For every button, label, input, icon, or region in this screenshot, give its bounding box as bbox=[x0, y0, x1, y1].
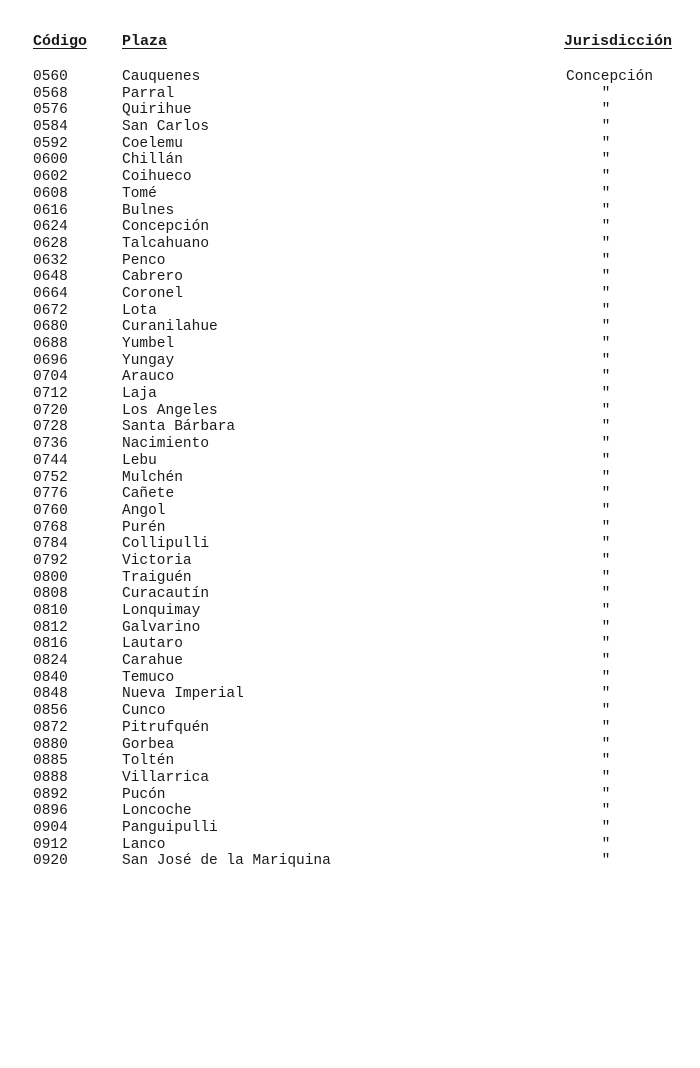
table-row bbox=[0, 186, 700, 203]
ditto-mark: " bbox=[601, 235, 611, 252]
table-row bbox=[0, 653, 700, 670]
table-row bbox=[0, 219, 700, 236]
ditto-mark: " bbox=[601, 436, 611, 453]
cell-plaza: Purén bbox=[122, 519, 166, 536]
cell-codigo: 0680 bbox=[33, 319, 68, 336]
cell-plaza: Villarrica bbox=[122, 769, 210, 786]
cell-codigo: 0812 bbox=[33, 619, 68, 636]
table-row bbox=[0, 670, 700, 687]
table-row bbox=[0, 553, 700, 570]
ditto-mark: " bbox=[601, 736, 611, 753]
table-row bbox=[0, 403, 700, 420]
table-row bbox=[0, 253, 700, 270]
table-row bbox=[0, 737, 700, 754]
ditto-mark: " bbox=[601, 586, 611, 603]
cell-codigo: 0712 bbox=[33, 386, 68, 403]
ditto-mark: " bbox=[601, 152, 611, 169]
table-row bbox=[0, 770, 700, 787]
cell-codigo: 0592 bbox=[33, 135, 68, 152]
header-plaza: Plaza bbox=[122, 33, 168, 50]
cell-jurisdiccion: Concepción bbox=[566, 69, 654, 85]
cell-codigo: 0736 bbox=[33, 436, 68, 453]
cell-plaza: Nacimiento bbox=[122, 436, 210, 453]
ditto-mark: " bbox=[601, 319, 611, 336]
cell-codigo: 0688 bbox=[33, 336, 68, 352]
ditto-mark: " bbox=[601, 285, 611, 302]
table-body bbox=[0, 69, 700, 870]
cell-plaza: Tomé bbox=[122, 185, 157, 202]
cell-codigo: 0792 bbox=[33, 552, 68, 569]
table-row bbox=[0, 69, 700, 86]
cell-plaza: Penco bbox=[122, 252, 166, 269]
table-row bbox=[0, 136, 700, 153]
ditto-mark: " bbox=[601, 836, 611, 853]
cell-codigo: 0810 bbox=[33, 603, 68, 619]
table-row bbox=[0, 419, 700, 436]
table-row bbox=[0, 570, 700, 587]
cell-codigo: 0880 bbox=[33, 736, 68, 753]
ditto-mark: " bbox=[601, 619, 611, 636]
ditto-mark: " bbox=[601, 819, 611, 836]
cell-codigo: 0885 bbox=[33, 753, 68, 770]
ditto-mark: " bbox=[601, 352, 611, 369]
ditto-mark: " bbox=[601, 202, 611, 219]
cell-plaza: Cauquenes bbox=[122, 69, 201, 85]
ditto-mark: " bbox=[601, 552, 611, 569]
cell-codigo: 0632 bbox=[33, 252, 68, 269]
table-row bbox=[0, 686, 700, 703]
ditto-mark: " bbox=[601, 452, 611, 469]
cell-plaza: San Carlos bbox=[122, 119, 210, 136]
cell-codigo: 0696 bbox=[33, 352, 68, 369]
ditto-mark: " bbox=[601, 536, 611, 553]
table-row bbox=[0, 520, 700, 537]
ditto-mark: " bbox=[601, 169, 611, 186]
cell-plaza: Quirihue bbox=[122, 102, 192, 119]
cell-codigo: 0896 bbox=[33, 803, 68, 820]
cell-plaza: Traiguén bbox=[122, 569, 192, 586]
cell-plaza: Cabrero bbox=[122, 269, 183, 286]
cell-plaza: Parral bbox=[122, 85, 175, 102]
cell-codigo: 0800 bbox=[33, 569, 68, 586]
table-row bbox=[0, 837, 700, 854]
ditto-mark: " bbox=[601, 135, 611, 152]
ditto-mark: " bbox=[601, 803, 611, 820]
ditto-mark: " bbox=[601, 269, 611, 286]
ditto-mark: " bbox=[601, 786, 611, 803]
cell-codigo: 0888 bbox=[33, 769, 68, 786]
cell-plaza: Lebu bbox=[122, 452, 157, 469]
cell-codigo: 0768 bbox=[33, 519, 68, 536]
cell-plaza: Coihueco bbox=[122, 169, 192, 186]
cell-plaza: Gorbea bbox=[122, 736, 175, 753]
cell-plaza: Collipulli bbox=[122, 536, 210, 553]
table-row bbox=[0, 820, 700, 837]
cell-codigo: 0568 bbox=[33, 85, 68, 102]
ditto-mark: " bbox=[601, 519, 611, 536]
table-row bbox=[0, 536, 700, 553]
cell-plaza: Bulnes bbox=[122, 202, 175, 219]
cell-codigo: 0704 bbox=[33, 369, 68, 386]
ditto-mark: " bbox=[601, 185, 611, 202]
table-row bbox=[0, 336, 700, 353]
cell-codigo: 0664 bbox=[33, 285, 68, 302]
cell-plaza: Curanilahue bbox=[122, 319, 218, 336]
cell-codigo: 0872 bbox=[33, 719, 68, 736]
table-row bbox=[0, 453, 700, 470]
cell-codigo: 0892 bbox=[33, 786, 68, 803]
cell-codigo: 0728 bbox=[33, 419, 68, 436]
ditto-mark: " bbox=[601, 769, 611, 786]
cell-plaza: Panguipulli bbox=[122, 819, 218, 836]
cell-plaza: Chillán bbox=[122, 152, 183, 169]
cell-plaza: Lota bbox=[122, 302, 157, 319]
table-row bbox=[0, 620, 700, 637]
table-row bbox=[0, 787, 700, 804]
table-row bbox=[0, 503, 700, 520]
table-row bbox=[0, 269, 700, 286]
cell-codigo: 0808 bbox=[33, 586, 68, 603]
cell-plaza: Loncoche bbox=[122, 803, 192, 820]
table-row bbox=[0, 102, 700, 119]
table-row bbox=[0, 703, 700, 720]
cell-codigo: 0602 bbox=[33, 169, 68, 186]
ditto-mark: " bbox=[601, 219, 611, 236]
table-row bbox=[0, 119, 700, 136]
table-row bbox=[0, 486, 700, 503]
table-row bbox=[0, 386, 700, 403]
table-row bbox=[0, 353, 700, 370]
cell-codigo: 0760 bbox=[33, 502, 68, 519]
cell-plaza: Los Angeles bbox=[122, 402, 218, 419]
cell-plaza: Santa Bárbara bbox=[122, 419, 236, 436]
cell-codigo: 0784 bbox=[33, 536, 68, 553]
cell-codigo: 0904 bbox=[33, 819, 68, 836]
ditto-mark: " bbox=[601, 402, 611, 419]
cell-plaza: Pucón bbox=[122, 786, 166, 803]
table-row bbox=[0, 603, 700, 620]
cell-codigo: 0648 bbox=[33, 269, 68, 286]
cell-plaza: Yungay bbox=[122, 352, 175, 369]
cell-plaza: Pitrufquén bbox=[122, 719, 210, 736]
table-row bbox=[0, 803, 700, 820]
cell-plaza: Nueva Imperial bbox=[122, 686, 244, 703]
ditto-mark: " bbox=[601, 336, 611, 352]
ditto-mark: " bbox=[601, 653, 611, 670]
cell-codigo: 0840 bbox=[33, 669, 68, 686]
ditto-mark: " bbox=[601, 419, 611, 436]
cell-plaza: Temuco bbox=[122, 669, 175, 686]
table-row bbox=[0, 470, 700, 487]
cell-codigo: 0628 bbox=[33, 235, 68, 252]
table-row bbox=[0, 319, 700, 336]
ditto-mark: " bbox=[601, 636, 611, 653]
ditto-mark: " bbox=[601, 703, 611, 720]
cell-codigo: 0600 bbox=[33, 152, 68, 169]
cell-plaza: Coelemu bbox=[122, 135, 183, 152]
cell-plaza: Carahue bbox=[122, 653, 183, 670]
cell-plaza: Angol bbox=[122, 502, 166, 519]
table-row bbox=[0, 369, 700, 386]
table-row bbox=[0, 86, 700, 103]
cell-plaza: Cunco bbox=[122, 703, 166, 720]
cell-codigo: 0816 bbox=[33, 636, 68, 653]
ditto-mark: " bbox=[601, 302, 611, 319]
table-row bbox=[0, 753, 700, 770]
table-row bbox=[0, 169, 700, 186]
ditto-mark: " bbox=[601, 369, 611, 386]
cell-codigo: 0824 bbox=[33, 653, 68, 670]
cell-plaza: Yumbel bbox=[122, 336, 175, 352]
ditto-mark: " bbox=[601, 669, 611, 686]
cell-plaza: Laja bbox=[122, 386, 157, 403]
header-codigo: Código bbox=[33, 33, 88, 50]
cell-codigo: 0720 bbox=[33, 402, 68, 419]
cell-codigo: 0624 bbox=[33, 219, 68, 236]
cell-codigo: 0560 bbox=[33, 69, 68, 85]
cell-codigo: 0576 bbox=[33, 102, 68, 119]
cell-codigo: 0608 bbox=[33, 185, 68, 202]
ditto-mark: " bbox=[601, 469, 611, 486]
cell-plaza: Talcahuano bbox=[122, 235, 210, 252]
table-row bbox=[0, 203, 700, 220]
table-row bbox=[0, 236, 700, 253]
ditto-mark: " bbox=[601, 686, 611, 703]
ditto-mark: " bbox=[601, 603, 611, 619]
cell-plaza: Galvarino bbox=[122, 619, 201, 636]
cell-codigo: 0584 bbox=[33, 119, 68, 136]
cell-codigo: 0752 bbox=[33, 469, 68, 486]
ditto-mark: " bbox=[601, 719, 611, 736]
cell-codigo: 0744 bbox=[33, 452, 68, 469]
cell-codigo: 0848 bbox=[33, 686, 68, 703]
cell-plaza: Lonquimay bbox=[122, 603, 201, 619]
ditto-mark: " bbox=[601, 119, 611, 136]
cell-codigo: 0616 bbox=[33, 202, 68, 219]
cell-plaza: Lautaro bbox=[122, 636, 183, 653]
cell-codigo: 0856 bbox=[33, 703, 68, 720]
ditto-mark: " bbox=[601, 386, 611, 403]
cell-codigo: 0672 bbox=[33, 302, 68, 319]
cell-plaza: Lanco bbox=[122, 836, 166, 853]
ditto-mark: " bbox=[601, 853, 611, 870]
table-row bbox=[0, 286, 700, 303]
table-row bbox=[0, 586, 700, 603]
cell-plaza: Victoria bbox=[122, 552, 192, 569]
ditto-mark: " bbox=[601, 486, 611, 503]
ditto-mark: " bbox=[601, 85, 611, 102]
ditto-mark: " bbox=[601, 102, 611, 119]
table-row bbox=[0, 636, 700, 653]
cell-plaza: Curacautín bbox=[122, 586, 210, 603]
cell-plaza: Arauco bbox=[122, 369, 175, 386]
ditto-mark: " bbox=[601, 569, 611, 586]
cell-plaza: Toltén bbox=[122, 753, 175, 770]
cell-plaza: Coronel bbox=[122, 285, 183, 302]
ditto-mark: " bbox=[601, 502, 611, 519]
table-row bbox=[0, 303, 700, 320]
cell-codigo: 0912 bbox=[33, 836, 68, 853]
table-row bbox=[0, 853, 700, 870]
cell-plaza: Cañete bbox=[122, 486, 175, 503]
cell-plaza: San José de la Mariquina bbox=[122, 853, 331, 870]
cell-plaza: Mulchén bbox=[122, 469, 183, 486]
cell-codigo: 0776 bbox=[33, 486, 68, 503]
cell-codigo: 0920 bbox=[33, 853, 68, 870]
table-row bbox=[0, 436, 700, 453]
ditto-mark: " bbox=[601, 252, 611, 269]
ditto-mark: " bbox=[601, 753, 611, 770]
cell-plaza: Concepción bbox=[122, 219, 210, 236]
table-row bbox=[0, 720, 700, 737]
table-row bbox=[0, 152, 700, 169]
header-jurisdiccion: Jurisdicción bbox=[563, 33, 672, 50]
